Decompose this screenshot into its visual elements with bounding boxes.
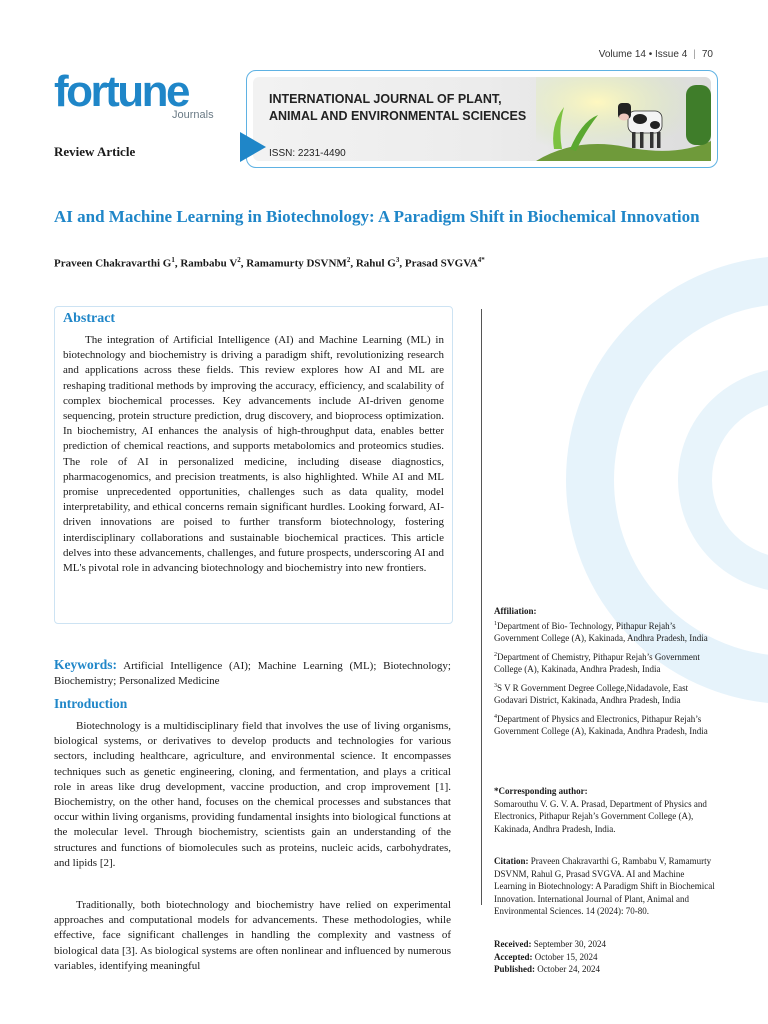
affiliation-item (494, 680, 719, 707)
introduction-paragraph: Traditionally, both biotechnology and biochemistry have relied on experimental approaches and computational models for advancements. These methodologies, while effective, face significant challenges in handling the complexity and vastness of biological data [3]. As biological systems are often nonlinear and influenced by numerous variables, identifying meaningful (54, 899, 451, 972)
affiliation-block (494, 605, 719, 742)
banner-background (253, 77, 711, 161)
affiliation-text: S V R Government Degree College,Nidadavole, East Godavari District, Kakinada, Andhra Pradesh, India (494, 682, 689, 705)
affiliation-heading: Affiliation: (494, 606, 537, 616)
corresponding-author-block (494, 785, 719, 835)
fortune-journals-logo[interactable] (54, 67, 214, 121)
affiliation-item (494, 711, 719, 738)
affiliation-number: 1 (494, 620, 497, 627)
affiliation-list (494, 618, 719, 738)
logo-subtitle: Journals (172, 109, 214, 121)
article-type: Review Article (54, 144, 136, 159)
affiliation-item (494, 618, 719, 645)
author-name: Rambabu V (180, 257, 238, 270)
citation-block (494, 855, 719, 918)
affiliation-text: Department of Chemistry, Pithapur Rejah’s Government College (A), Kakinada, Andhra Pradesh, India (494, 651, 700, 674)
journal-issn: ISSN: 2231-4490 (269, 148, 346, 159)
author-affiliation-mark: 1 (171, 256, 175, 264)
author-name: Prasad SVGVA (404, 257, 478, 270)
tree-icon (686, 85, 711, 145)
affiliation-text: Department of Bio- Technology, Pithapur Rejah’s Government College (A), Kakinada, Andhra Pradesh, India (494, 620, 708, 643)
introduction-heading: Introduction (54, 696, 128, 711)
introduction-paragraph: Biotechnology is a multidisciplinary field that involves the use of living organisms, biological systems, or derivatives to develop products and technologies for various sectors, including healthcare, agriculture, and environmental science. It encompasses techniques such as genetic engineering, cloning, and fermentation, and plays a critical role in areas like drug development, vaccine production, and crop improvement [1]. Biochemistry, on the other hand, focuses on the chemical processes and substances that occur within living organisms, providing fundamental insights into biological functions at the molecular level. Through biochemistry, scientists gain an understanding of the structures and functions of biomolecules such as proteins, nucleic acids, carbohydrates, and lipids [2]. (54, 720, 451, 869)
article-title: AI and Machine Learning in Biotechnology: A Paradigm Shift in Biochemical Innovation (54, 207, 700, 226)
volume-issue: Volume 14 • Issue 4 (598, 49, 688, 60)
date-row (494, 938, 719, 951)
dates-block (494, 938, 719, 976)
abstract-text: The integration of Artificial Intelligence (AI) and Machine Learning (ML) in biotechnology and biochemistry is driving a paradigm shift, revolutionizing research and applications across these fields. This review explores how AI and ML are reshaping traditional methods by improving the accuracy, efficiency, and scalability of complex biochemical processes. Key advancements include AI-driven genome sequencing, protein structure prediction, drug discovery, and bioprocess optimization. In biochemistry, AI enhances the analysis of high-throughput data, enables better prediction of chemical reactions, and supports metabolomics and proteomics studies. The role of AI in personalized medicine, including disease diagnostics, pharmacogenomics, and precision treatments, is also highlighted. While AI and ML promise unprecedented opportunities, challenges such as data quality, model interpretability, and ethical concerns remain significant hurdles. Looking forward, AI-driven innovations are poised to further transform biotechnology, fostering interdisciplinary collaborations and sustainable biochemical practices. This article delves into these advancements, challenges, and future prospects, underscoring AI and ML's pivotal role in advancing biotechnology and biochemistry into new frontiers. (63, 334, 444, 575)
abstract-heading: Abstract (63, 311, 116, 326)
affiliation-item (494, 649, 719, 676)
author-name: Ramamurty DSVNM (246, 257, 347, 270)
date-row (494, 951, 719, 964)
date-label: Received: (494, 939, 532, 949)
keywords (54, 657, 451, 689)
keywords-heading: Keywords: (54, 657, 117, 672)
corresponding-heading: *Corresponding author: (494, 786, 588, 796)
affiliation-number: 3 (494, 682, 497, 689)
banner-illustration (536, 77, 711, 161)
corresponding-text: Somarouthu V. G. V. A. Prasad, Department of Physics and Electronics, Pithapur Rejah’s Government College (A), Kakinada, Andhra Pradesh, India. (494, 798, 707, 834)
citation-label: Citation: (494, 856, 529, 866)
affiliation-number: 2 (494, 651, 497, 658)
author-list: Praveen Chakravarthi $G^1$, Rambabu $V^2$, Ramamurty DSVNM$^2$, Rahul $G^3$, Prasad $SVGVA^{4*}$ (54, 256, 485, 270)
author-name: Praveen Chakravarthi G (54, 257, 172, 270)
author-affiliation-mark: 2 (346, 256, 351, 264)
citation-text: Praveen Chakravarthi G, Rambabu V, Ramamurty DSVNM, Rahul G, Prasad SVGVA. AI and Machine Learning in Biotechnology: A Paradigm Shift in Biochemical Innovation. International Journal of Plant, Animal and Environmental Sciences. 14 (2024): 70-80. (494, 856, 715, 916)
volume-issue-header: Volume 14 • Issue 4 | 70 (598, 49, 713, 60)
logo-wordmark: fortune (54, 67, 189, 116)
author-affiliation-mark: 2 (237, 256, 241, 264)
date-row (494, 963, 719, 976)
date-value: September 30, 2024 (531, 939, 606, 949)
abstract-box (54, 306, 453, 624)
date-label: Published: (494, 964, 536, 974)
keywords-text: Artificial Intelligence (AI); Machine Learning (ML); Biotechnology; Biochemistry; Personalized Medicine (54, 660, 451, 687)
page-number: 70 (701, 49, 713, 60)
affiliation-text: Department of Physics and Electronics, Pithapur Rejah’s Government College (A), Kakinada, Andhra Pradesh, India (494, 713, 708, 736)
author-affiliation-mark: 3 (395, 256, 400, 264)
date-label: Accepted: (494, 951, 533, 962)
affiliation-number: 4 (494, 713, 497, 720)
journal-banner (246, 70, 718, 168)
inner-ring (695, 385, 768, 575)
date-value: October 24, 2024 (535, 964, 601, 974)
date-value: October 15, 2024 (532, 951, 598, 962)
journal-name: INTERNATIONAL JOURNAL OF PLANT, ANIMAL AND ENVIRONMENTAL SCIENCES (269, 92, 527, 123)
author-affiliation-mark: 4* (477, 256, 485, 264)
author-name: Rahul G (355, 257, 396, 270)
column-divider (481, 309, 482, 905)
play-arrow-icon (240, 132, 266, 162)
